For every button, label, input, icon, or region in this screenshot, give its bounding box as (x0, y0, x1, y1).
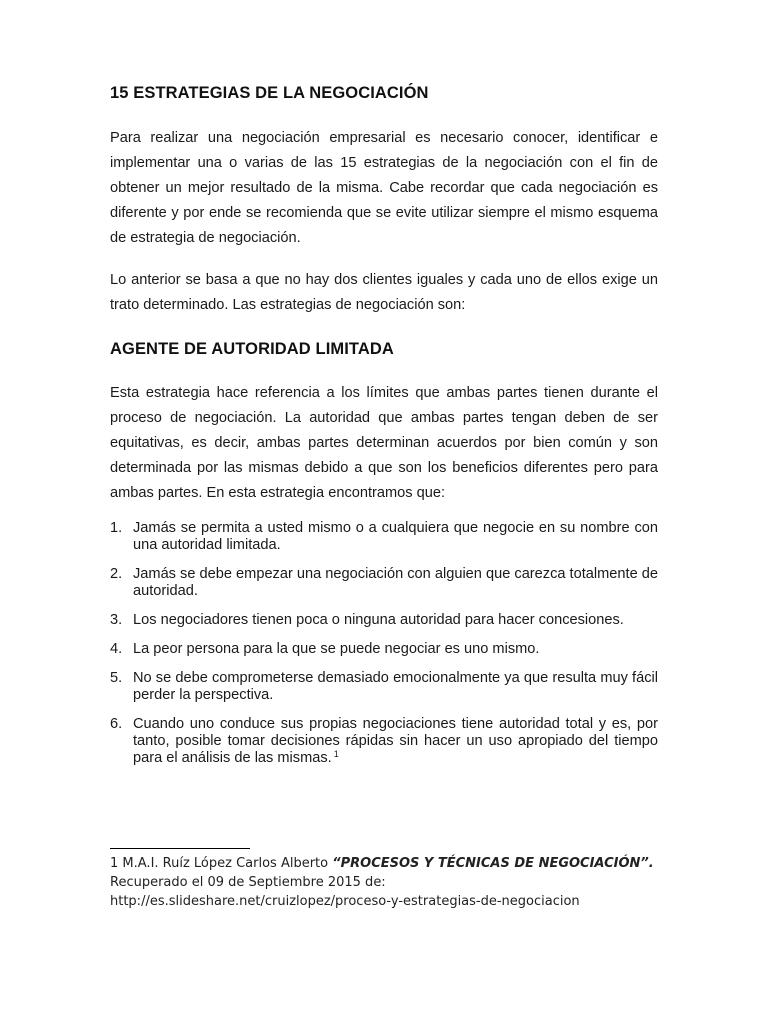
list-item-text: No se debe comprometerse demasiado emocionalmente ya que resulta muy fácil perder la perspectiva. (133, 670, 658, 703)
footnote-author: M.A.I. Ruíz López Carlos Alberto (122, 856, 329, 871)
list-item-text: Jamás se permita a usted mismo o a cualquiera que negocie en su nombre con una autoridad limitada. (133, 520, 658, 553)
intro-paragraph: Para realizar una negociación empresarial es necesario conocer, identificar e implementar una o varias de las 15 estrategias de la negociación con el fin de obtener un mejor resultado de la misma. Cabe recordar que cada negociación es diferente y por ende se recomienda que se evite utilizar siempre el mismo esquema de estrategia de negociación. (110, 130, 658, 246)
list-item-number: 4. (110, 641, 123, 657)
second-paragraph: Lo anterior se basa a que no hay dos clientes iguales y cada uno de ellos exige un trato determinado. Las estrategias de negociación son: (110, 272, 658, 313)
list-item (110, 641, 658, 658)
footnote-source-title: “PROCESOS Y TÉCNICAS DE NEGOCIACIÓN”. (332, 856, 654, 871)
list-item (110, 612, 658, 629)
footnote-number: 1 (110, 856, 119, 871)
list-item-text: Los negociadores tienen poca o ninguna autoridad para hacer concesiones. (133, 612, 624, 628)
list-item-number: 6. (110, 716, 123, 732)
list-item-number: 1. (110, 520, 123, 536)
list-item (110, 716, 658, 767)
section-heading: AGENTE DE AUTORIDAD LIMITADA (110, 340, 394, 358)
footnote-text (110, 854, 658, 911)
list-item-number: 3. (110, 612, 123, 628)
list-item-text: Jamás se debe empezar una negociación con alguien que carezca totalmente de autoridad. (133, 566, 658, 599)
footnote-retrieved: Recuperado el 09 de Septiembre 2015 de: (110, 875, 386, 890)
footnote-divider (110, 848, 250, 849)
list-item-text: Cuando uno conduce sus propias negociaciones tiene autoridad total y es, por tanto, posible tomar decisiones rápidas sin hacer un uso apropiado del tiempo para el análisis de las mismas. (133, 716, 658, 766)
list-item-number: 2. (110, 566, 123, 582)
list-item-text: La peor persona para la que se puede negociar es uno mismo. (133, 641, 540, 657)
document-title: 15 ESTRATEGIAS DE LA NEGOCIACIÓN (110, 84, 429, 102)
strategy-list (110, 520, 658, 767)
footnote (110, 848, 658, 911)
list-item (110, 566, 658, 600)
footnote-url[interactable]: http://es.slideshare.net/cruizlopez/proceso-y-estrategias-de-negociacion (110, 894, 580, 909)
list-item (110, 520, 658, 554)
list-item-number: 5. (110, 670, 123, 686)
footnote-reference: 1 (333, 749, 339, 759)
list-item (110, 670, 658, 704)
section-paragraph: Esta estrategia hace referencia a los límites que ambas partes tienen durante el proceso de negociación. La autoridad que ambas partes tengan deben de ser equitativas, es decir, ambas partes determinan acuerdos por bien común y son determinada por las mismas debido a que son los beneficios diferentes pero para ambas partes. En esta estrategia encontramos que: (110, 385, 658, 501)
document-page (110, 84, 658, 779)
